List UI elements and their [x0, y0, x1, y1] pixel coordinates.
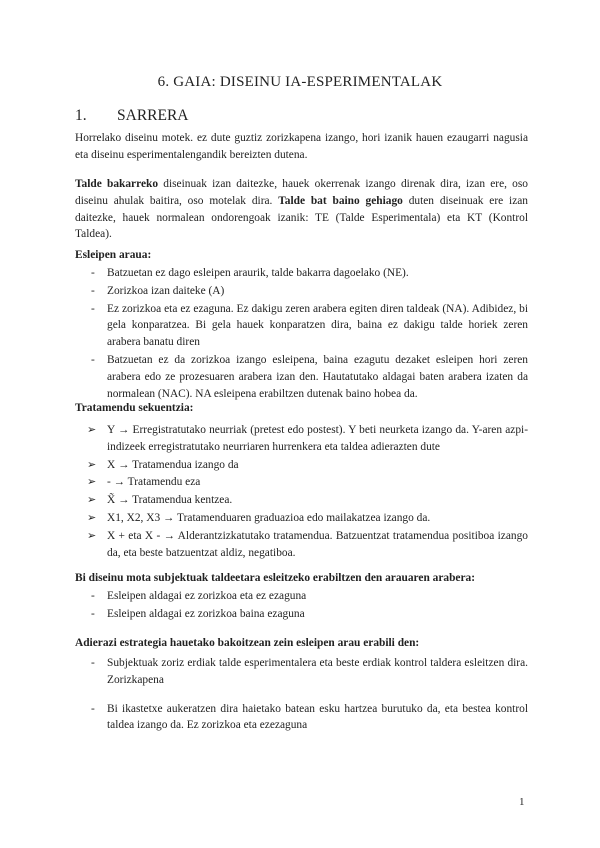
arrow-bullet-icon: ➢: [87, 424, 97, 436]
list-item: - Batzuetan ez dago esleipen araurik, talde bakarra dagoelako (NE).: [75, 265, 528, 282]
dash-bullet: -: [91, 657, 95, 669]
intro-paragraph: Horrelako diseinu motek. ez dute guztiz zorizkapena izango, hori izanik hauen ezaugarri nagusia eta diseinu esperimentalengandik bereizten dutena.: [75, 132, 528, 161]
list-item: - Bi ikastetxe aukeratzen dira haietako batean esku hartzea burutuko da, eta bestea kontrol taldea izango da. Ez zorizkoa eta ezezaguna: [91, 702, 528, 732]
dash-bullet: -: [91, 267, 95, 279]
bold-term-single-group: Talde bakarreko: [75, 178, 159, 190]
assignment-rule-list: [75, 265, 528, 403]
arrow-bullet-icon: ➢: [87, 529, 97, 542]
dash-bullet: -: [91, 353, 95, 366]
treatment-sequence-list: [75, 422, 528, 562]
list-item: - Ez zorizkoa eta ez ezaguna. Ez dakigu zeren arabera egiten diren taldeak (NA). Adibidez, bi gela konparatzea. Bi gela hauek konparatzen dira, baina ez dakigu talde horiek zeren arabera banatu diren: [91, 302, 528, 349]
assignment-rule-heading: Esleipen araua:: [75, 249, 152, 261]
list-item: ➢ X1, X2, X3 → Tratamenduaren graduazioa edo mailakatzea izango da.: [75, 510, 528, 527]
list-item: - Subjektuak zoriz erdiak talde esperimentalera eta beste erdiak kontrol taldera esleitzen dira. Zorizkapena: [91, 657, 528, 686]
list-item: - Esleipen aldagai ez zorizkoa baina ezaguna: [75, 606, 528, 623]
section-title: SARRERA: [117, 107, 189, 124]
dash-bullet: -: [91, 590, 95, 602]
strategies-heading: Adierazi estrategia hauetako bakoitzean zein esleipen arau erabili den:: [75, 637, 420, 649]
arrow-bullet-icon: ➢: [87, 494, 97, 507]
dash-bullet: -: [91, 702, 95, 715]
list-item: ➢ - → Tratamendu eza: [75, 474, 528, 491]
list-item: - Batzuetan ez da zorizkoa izango esleipena, baina ezagutu dezaket esleipen hori zeren arabera edo ze prozesuaren arabera izan den. Hautatutako aldagai baten arabera izaten da normalean (NAC). NA esleipena erabiltzen dutenak baino hobea da.: [91, 353, 528, 400]
bold-term-multiple-groups: Talde bat baino gehiago: [278, 194, 403, 207]
arrow-bullet-icon: ➢: [87, 511, 97, 524]
section-number: 1.: [75, 107, 87, 124]
design-types-list: [75, 588, 528, 624]
list-item: ➢ Y → Erregistratutako neurriak (pretest edo postest). Y beti neurketa izango da. Y-aren azpi-indizeek erregistratutako neurriaren hurrenkera eta taldea adierazten dute: [87, 424, 528, 453]
groups-paragraph: [75, 176, 528, 243]
dash-bullet: -: [91, 284, 95, 297]
list-item: ➢ X → Tratamendua izango da: [75, 457, 528, 474]
paragraph-text: diseinuak izan daitezke, hauek okerrenak izango direnak dira, izan ere, oso diseinu ahulak baitira, oso motelak dira.: [75, 178, 528, 207]
dash-bullet: -: [91, 607, 95, 620]
strategies-list: [75, 655, 528, 735]
design-types-heading: Bi diseinu mota subjektuak taldeetara esleitzeko erabiltzen den arauaren arabera:: [75, 572, 476, 584]
section-heading: [75, 107, 189, 125]
list-item: - Zorizkoa izan daiteke (A): [75, 283, 528, 300]
page-number: 1: [519, 796, 525, 808]
list-item: - Esleipen aldagai ez zorizkoa eta ez ezaguna: [75, 588, 528, 605]
treatment-sequence-heading: Tratamendu sekuentzia:: [75, 402, 194, 414]
paragraph-text: duten diseinuak ere izan daitezke, hauek normalean ondorengoak izanik: TE (Talde Esperimentala) eta KT (Kontrol Taldea).: [75, 194, 528, 241]
list-item: ➢ X + eta X - → Alderantzizkatutako tratamendua. Batzuentzat tratamendua positiboa izango da, eta beste batzuentzat aldiz, negatiboa.: [87, 529, 528, 559]
dash-bullet: -: [91, 302, 95, 315]
arrow-bullet-icon: ➢: [87, 458, 97, 471]
list-item: ➢ X̃ → Tratamendua kentzea.: [75, 492, 528, 509]
arrow-bullet-icon: ➢: [87, 476, 97, 489]
page-title: 6. GAIA: DISEINU IA-ESPERIMENTALAK: [157, 74, 443, 90]
